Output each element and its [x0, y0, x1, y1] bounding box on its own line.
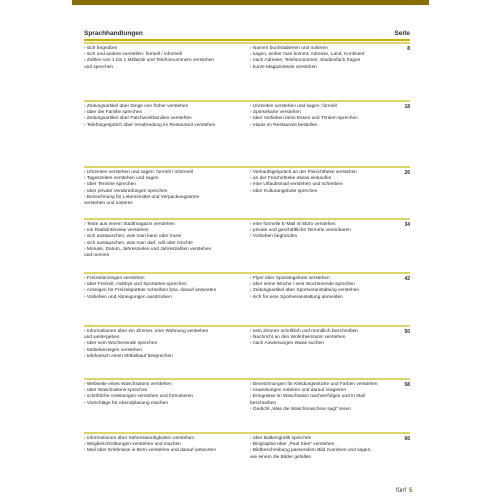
list-item: › über seine Woche / sein Wochenende sprechen: [250, 282, 355, 288]
list-item: wie einem die Bilder gefallen: [250, 454, 312, 460]
page-footer: [396, 488, 412, 494]
footer-word: fünf: [396, 488, 407, 494]
section-mid-column: [250, 104, 390, 129]
section-left-column: [84, 276, 244, 301]
list-item: › schriftliche Anleitungen verstehen und formulieren: [84, 394, 194, 400]
section-mid-column: [250, 436, 390, 461]
section-mid-column: [250, 46, 390, 71]
list-item: › eine Urlaubsmail verstehen und schreiben: [250, 182, 343, 188]
list-item: › Monate, Datum, Jahreszeiten und Jahreszahlen verstehen: [84, 246, 212, 252]
list-item: › etwas im Restaurant bestellen: [250, 122, 318, 128]
list-item: › Speisekarte verstehen: [250, 110, 301, 116]
list-item: › Ereignisse im Waschsalon nachverfolgen und in Mail: [250, 394, 366, 400]
column-title-sprachhandlungen: Sprachhandlungen: [84, 30, 143, 37]
list-item: › Webseite eines Waschsalons verstehen: [84, 382, 172, 387]
list-item: › sich austauschen, was man darf, will oder möchte: [84, 240, 193, 246]
section-left-column: [84, 329, 244, 360]
list-item: › Mail über Erlebnisse in Bern verstehen und darauf antworten: [84, 448, 216, 454]
list-item: › sagen, woher man kommt: Adresse, Land, Kontinent: [250, 52, 365, 58]
list-item: › über Kulturangebote sprechen: [250, 188, 318, 194]
list-item: › Gedicht „Was die Waschmaschine sagt" lesen: [250, 406, 351, 412]
list-item: › Texte aus einem Stadtmagazin verstehen: [84, 222, 175, 227]
list-item: › über Freizeit, Hobbys und Sportarten sprechen: [84, 282, 187, 288]
list-item: › telefonisch einen Möbelkauf besprechen: [84, 353, 173, 359]
section-rule: [84, 42, 410, 44]
list-item: › nach Adresse, Telefonnummer, Studienfach fragen: [250, 58, 361, 64]
list-item: › Uhrzeiten verstehen und sagen: formell / informell: [84, 170, 193, 175]
section-page-number: 42: [404, 276, 410, 282]
list-item: › Zeitungsartikel über Sportveranstaltung verstehen: [250, 288, 360, 294]
list-item: › Wegbeschreibungen verstehen und machen: [84, 442, 181, 448]
section-page-number: 66: [404, 436, 410, 442]
list-item: › über Termine sprechen: [84, 182, 136, 188]
list-item: › Bezeichnungen für Kleidungsstücke und Farben verstehen: [250, 382, 378, 387]
section-rule: [84, 100, 410, 102]
section-rule: [84, 325, 410, 327]
section-left-column: [84, 170, 244, 207]
list-item: › Anzeigen für Freizeitpartner schreiben bzw. darauf antworten: [84, 288, 217, 294]
section-rule: [84, 272, 410, 274]
list-item: › Nachricht an den Wohnheimtutor verstehen: [250, 335, 346, 341]
list-item: verstehen und notieren: [84, 201, 134, 207]
section-mid-column: [250, 276, 390, 301]
section-left-column: [84, 46, 244, 71]
list-item: › an der Frischetheke etwas einkaufen: [250, 176, 332, 182]
list-item: › Möbelanzeigen verstehen: [84, 347, 142, 353]
list-item: › Bezeichnung für Lebensmittel und Verpackungsarten: [84, 194, 200, 200]
list-item: › über Waschsalons sprechen: [84, 388, 148, 394]
list-item: › Namen buchstabieren und notieren: [250, 46, 328, 51]
top-accent-bar: [72, 0, 429, 5]
list-item: und sprechen: [84, 64, 114, 70]
section-left-column: [84, 222, 244, 259]
list-item: › sich und andere vorstellen: formell / informell: [84, 52, 183, 58]
table-header: [84, 30, 410, 38]
section-rule: [84, 378, 410, 380]
section-mid-column: [250, 170, 390, 195]
list-item: › über Balkengrafik sprechen: [250, 436, 312, 441]
list-item: › Vorschläge für Abendplanung machen: [84, 400, 169, 406]
section-left-column: [84, 382, 244, 407]
list-item: › sich für eine Sportveranstaltung anmelden: [250, 294, 343, 300]
section-rule: [84, 166, 410, 168]
list-item: › Vorlieben begründen: [250, 234, 298, 240]
section-page-number: 58: [404, 382, 410, 388]
list-item: › Informationen über Sehenswürdigkeiten verstehen: [84, 436, 195, 441]
list-item: › Zahlen von 1 bis 1 Milliarde und Telefonnummern verstehen: [84, 58, 215, 64]
section-mid-column: [250, 329, 390, 348]
section-page-number: 50: [404, 329, 410, 335]
list-item: › Verkaufsgespräch an der Fleischtheke verstehen: [250, 170, 357, 175]
list-item: › Telefongespräch über Verabredung im Restaurant verstehen: [84, 122, 216, 128]
list-item: › Zeitungsartikel über Patchworkfamilien verstehen: [84, 116, 192, 122]
section-mid-column: [250, 382, 390, 413]
list-item: › eine formelle E-Mail im Büro verstehen: [250, 222, 336, 227]
list-item: › über die Familie sprechen: [84, 110, 143, 116]
list-item: › sein Zimmer schriftlich und mündlich beschreiben: [250, 329, 358, 334]
list-item: › sich begrüßen: [84, 46, 118, 51]
list-item: und weitergeben: [84, 335, 120, 341]
list-item: › nach Anweisungen etwas suchen: [250, 341, 324, 347]
section-page-number: 8: [407, 46, 410, 52]
footer-page-number: 5: [409, 488, 413, 494]
section-page-number: 26: [404, 170, 410, 176]
list-item: › Zeitungsartikel über Dinge von früher verstehen: [84, 104, 189, 109]
list-item: › Flyer über Sportangebote verstehen: [250, 276, 330, 281]
list-item: beschreiben: [250, 400, 277, 406]
list-item: › über sein Wochenende sprechen: [84, 341, 158, 347]
section-page-number: 18: [404, 104, 410, 110]
list-item: › Uhrzeiten verstehen und sagen: formell: [250, 104, 337, 109]
column-title-seite: Seite: [394, 30, 410, 37]
list-item: und nennen: [84, 253, 110, 259]
list-item: › sich austauschen, was man kann oder muss: [84, 234, 182, 240]
list-item: › Freizeitanzeigen verstehen: [84, 276, 145, 281]
list-item: › Anweisungen notieren und darauf reagieren: [250, 388, 347, 394]
section-mid-column: [250, 222, 390, 241]
list-item: › Vorlieben und Abneigungen ausdrücken: [84, 294, 172, 300]
list-item: › Informationen über ein Zimmer, eine Wohnung verstehen: [84, 329, 209, 334]
list-item: › über private Verabredungen sprechen: [84, 188, 168, 194]
section-page-number: 34: [404, 222, 410, 228]
section-rule: [84, 218, 410, 220]
section-left-column: [84, 104, 244, 129]
list-item: › Biographie über „Paul Klee" verstehen: [250, 442, 335, 448]
list-item: › kurze Magazintexte verstehen: [250, 64, 317, 70]
list-item: › ein Radiointerview verstehen: [84, 228, 149, 234]
header-rule: [84, 39, 410, 41]
list-item: › Tageszeiten verstehen und sagen: [84, 176, 159, 182]
list-item: › Bildbeschreibung passendem Bild zuordnen und sagen,: [250, 448, 372, 454]
section-rule: [84, 432, 410, 434]
list-item: › über Vorlieben beim Essen und Trinken sprechen: [250, 116, 358, 122]
list-item: › private und geschäftliche Termine vereinbaren: [250, 228, 351, 234]
section-left-column: [84, 436, 244, 455]
